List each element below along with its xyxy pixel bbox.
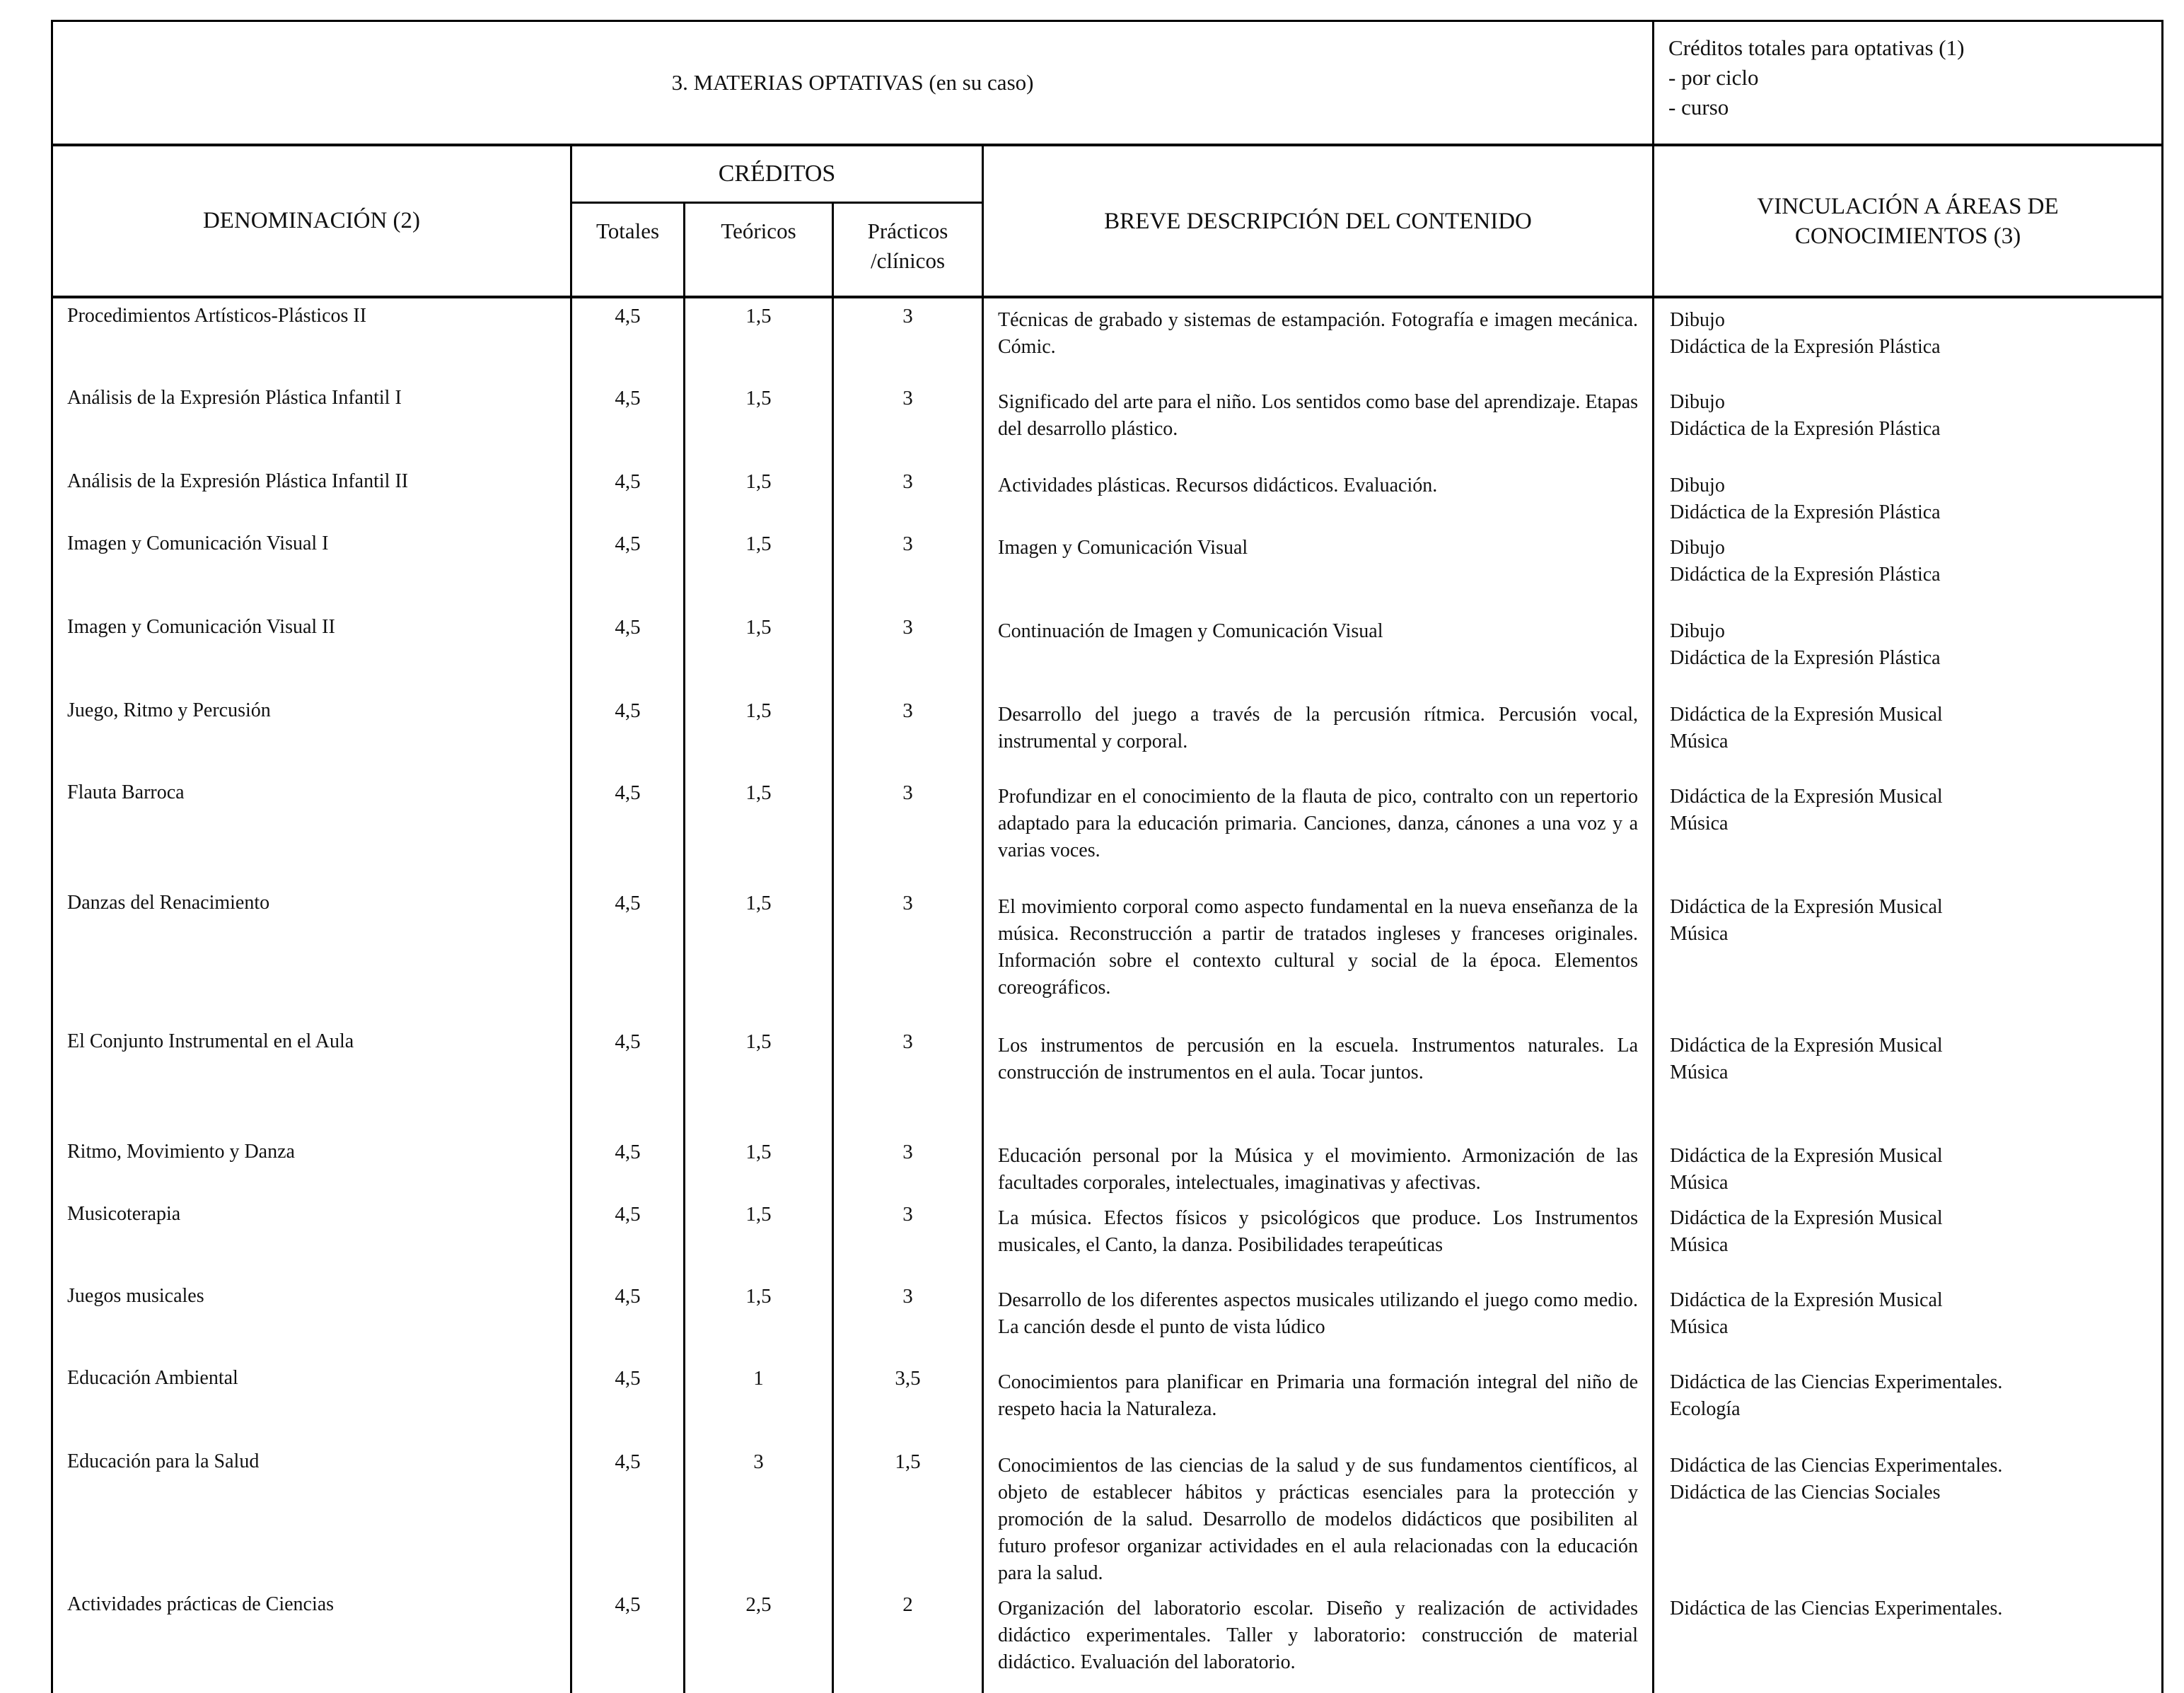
table-body: [52, 297, 2163, 1693]
knowledge-area: Didáctica de la Expresión Musical: [1670, 1145, 1943, 1167]
section-title: 3. MATERIAS OPTATIVAS (en su caso): [52, 21, 1654, 146]
creditos-header: CRÉDITOS: [571, 145, 983, 203]
knowledge-area: Música: [1670, 1172, 1729, 1194]
knowledge-areas: [1654, 775, 2163, 885]
credits-teoricos: 1,5: [685, 380, 833, 464]
table-row: [52, 464, 2163, 526]
content-description: La música. Efectos físicos y psicológicos que produce. Los Instrumentos musicales, el Canto, la danza. Posibilidades terapeúticas: [983, 1197, 1654, 1279]
subject-name: Actividades prácticas de Ciencias: [52, 1587, 571, 1693]
credits-teoricos: 1,5: [685, 1197, 833, 1279]
knowledge-area: Dibujo: [1670, 620, 1725, 642]
table-row: [52, 610, 2163, 693]
credits-totales: 4,5: [571, 297, 685, 380]
table-row: [52, 693, 2163, 775]
table-row: [52, 885, 2163, 1024]
content-description: Desarrollo del juego a través de la percusión rítmica. Percusión vocal, instrumental y corporal.: [983, 693, 1654, 775]
credits-teoricos: 1,5: [685, 1279, 833, 1361]
credits-teoricos: 1,5: [685, 297, 833, 380]
credits-totales: 4,5: [571, 526, 685, 610]
knowledge-area: Didáctica de la Expresión Plástica: [1670, 418, 1941, 440]
knowledge-area: Música: [1670, 813, 1729, 834]
subject-name: Juego, Ritmo y Percusión: [52, 693, 571, 775]
table-row: [52, 1361, 2163, 1444]
content-description: Profundizar en el conocimiento de la flauta de pico, contralto con un repertorio adaptado para la educación primaria. Canciones, danza, cánones a una voz y a varias voces.: [983, 775, 1654, 885]
credits-total-line: Créditos totales para optativas (1): [1668, 35, 1965, 60]
content-description: El movimiento corporal como aspecto fundamental en la nueva enseñanza de la música. Reconstrucción a partir de tratados ingleses y franceses originales. Información sobre el contexto cultural y social de la época. Elementos coreográficos.: [983, 885, 1654, 1024]
credits-teoricos: 1,5: [685, 1024, 833, 1134]
credits-practicos: 2: [833, 1587, 983, 1693]
knowledge-area: Música: [1670, 923, 1729, 945]
credits-teoricos: 3: [685, 1444, 833, 1587]
knowledge-area: Didáctica de la Expresión Plástica: [1670, 501, 1941, 523]
content-description: Técnicas de grabado y sistemas de estampación. Fotografía e imagen mecánica. Cómic.: [983, 297, 1654, 380]
credits-totales: 4,5: [571, 1134, 685, 1197]
credits-practicos: 1,5: [833, 1444, 983, 1587]
credits-practicos: 3: [833, 464, 983, 526]
subject-name: Educación para la Salud: [52, 1444, 571, 1587]
table-row: [52, 1279, 2163, 1361]
knowledge-area: Didáctica de la Expresión Musical: [1670, 1207, 1943, 1229]
knowledge-areas: [1654, 693, 2163, 775]
credits-totales: 4,5: [571, 1587, 685, 1693]
knowledge-area: Didáctica de la Expresión Plástica: [1670, 647, 1941, 669]
subject-name: Imagen y Comunicación Visual II: [52, 610, 571, 693]
knowledge-area: Música: [1670, 1061, 1729, 1083]
knowledge-area: Didáctica de la Expresión Plástica: [1670, 564, 1941, 586]
credits-practicos: 3: [833, 775, 983, 885]
credits-teoricos: 1,5: [685, 1134, 833, 1197]
table-row: [52, 380, 2163, 464]
table-row: [52, 526, 2163, 610]
knowledge-areas: [1654, 1024, 2163, 1134]
credits-totales: 4,5: [571, 1024, 685, 1134]
content-description: Imagen y Comunicación Visual: [983, 526, 1654, 610]
content-description: Desarrollo de los diferentes aspectos musicales utilizando el juego como medio. La canción desde el punto de vista lúdico: [983, 1279, 1654, 1361]
knowledge-area: Dibujo: [1670, 391, 1725, 413]
descripcion-header: BREVE DESCRIPCIÓN DEL CONTENIDO: [983, 145, 1654, 297]
credits-teoricos: 1,5: [685, 610, 833, 693]
credits-practicos: 3: [833, 1279, 983, 1361]
credits-totales: 4,5: [571, 1279, 685, 1361]
knowledge-area: Dibujo: [1670, 475, 1725, 496]
subject-name: Juegos musicales: [52, 1279, 571, 1361]
credits-practicos: 3,5: [833, 1361, 983, 1444]
knowledge-areas: [1654, 1279, 2163, 1361]
credits-total-line: - por ciclo: [1668, 65, 1759, 90]
credits-totales: 4,5: [571, 775, 685, 885]
practicos-header-text: Prácticos /clínicos: [867, 219, 948, 273]
denominacion-header: DENOMINACIÓN (2): [52, 145, 571, 297]
knowledge-areas: [1654, 1361, 2163, 1444]
practicos-header: [833, 203, 983, 298]
knowledge-area: Didáctica de las Ciencias Experimentales.: [1670, 1371, 2003, 1393]
content-description: Significado del arte para el niño. Los sentidos como base del aprendizaje. Etapas del desarrollo plástico.: [983, 380, 1654, 464]
credits-totales: 4,5: [571, 1361, 685, 1444]
table-row: [52, 1134, 2163, 1197]
credits-practicos: 3: [833, 610, 983, 693]
knowledge-area: Música: [1670, 731, 1729, 752]
knowledge-area: Didáctica de la Expresión Musical: [1670, 786, 1943, 808]
knowledge-areas: [1654, 1444, 2163, 1587]
credits-practicos: 3: [833, 1024, 983, 1134]
knowledge-area: Didáctica de la Expresión Musical: [1670, 1289, 1943, 1311]
knowledge-area: Dibujo: [1670, 309, 1725, 331]
credits-totales: 4,5: [571, 693, 685, 775]
vinculacion-header: [1654, 145, 2163, 297]
credits-totales: 4,5: [571, 885, 685, 1024]
subject-name: Análisis de la Expresión Plástica Infantil I: [52, 380, 571, 464]
credits-teoricos: 1,5: [685, 526, 833, 610]
knowledge-areas: [1654, 885, 2163, 1024]
knowledge-area: Didáctica de la Expresión Musical: [1670, 896, 1943, 918]
credits-practicos: 3: [833, 526, 983, 610]
credits-practicos: 3: [833, 1197, 983, 1279]
credits-totales: 4,5: [571, 1444, 685, 1587]
content-description: Continuación de Imagen y Comunicación Visual: [983, 610, 1654, 693]
credits-teoricos: 1,5: [685, 464, 833, 526]
table-row: [52, 297, 2163, 380]
credits-totales: 4,5: [571, 610, 685, 693]
knowledge-areas: [1654, 464, 2163, 526]
credits-teoricos: 1,5: [685, 775, 833, 885]
subject-name: Análisis de la Expresión Plástica Infantil II: [52, 464, 571, 526]
table-row: [52, 1587, 2163, 1693]
content-description: Conocimientos para planificar en Primaria una formación integral del niño de respeto hacia la Naturaleza.: [983, 1361, 1654, 1444]
credits-total-box: [1654, 21, 2163, 146]
content-description: Actividades plásticas. Recursos didácticos. Evaluación.: [983, 464, 1654, 526]
content-description: Conocimientos de las ciencias de la salud y de sus fundamentos científicos, al objeto de establecer hábitos y prácticas esenciales para la protección y promoción de la salud. Desarrollo de modelos didácticos que posibiliten al futuro profesor organizar actividades en el aula relacionadas con la educación para la salud.: [983, 1444, 1654, 1587]
credits-teoricos: 1,5: [685, 885, 833, 1024]
knowledge-areas: [1654, 1134, 2163, 1197]
knowledge-areas: [1654, 610, 2163, 693]
totales-header: Totales: [571, 203, 685, 298]
table-row: [52, 1024, 2163, 1134]
optativas-table: [51, 20, 2163, 1693]
credits-totales: 4,5: [571, 380, 685, 464]
credits-teoricos: 1: [685, 1361, 833, 1444]
knowledge-areas: [1654, 1587, 2163, 1693]
content-description: Organización del laboratorio escolar. Diseño y realización de actividades didáctico experimentales. Taller y laboratorio: construcción de material didáctico. Evaluación del laboratorio.: [983, 1587, 1654, 1693]
content-description: Los instrumentos de percusión en la escuela. Instrumentos naturales. La construcción de instrumentos en el aula. Tocar juntos.: [983, 1024, 1654, 1134]
knowledge-area: Música: [1670, 1234, 1729, 1256]
credits-practicos: 3: [833, 297, 983, 380]
knowledge-area: Música: [1670, 1316, 1729, 1338]
credits-practicos: 3: [833, 885, 983, 1024]
subject-name: El Conjunto Instrumental en el Aula: [52, 1024, 571, 1134]
knowledge-area: Ecología: [1670, 1398, 1741, 1420]
credits-total-line: - curso: [1668, 95, 1729, 120]
knowledge-areas: [1654, 526, 2163, 610]
teoricos-header: Teóricos: [685, 203, 833, 298]
subject-name: Musicoterapia: [52, 1197, 571, 1279]
subject-name: Procedimientos Artísticos-Plásticos II: [52, 297, 571, 380]
credits-teoricos: 2,5: [685, 1587, 833, 1693]
knowledge-areas: [1654, 297, 2163, 380]
subject-name: Danzas del Renacimiento: [52, 885, 571, 1024]
subject-name: Imagen y Comunicación Visual I: [52, 526, 571, 610]
credits-practicos: 3: [833, 380, 983, 464]
knowledge-area: Dibujo: [1670, 537, 1725, 559]
document-sheet: [51, 20, 2161, 1693]
table-row: [52, 1444, 2163, 1587]
knowledge-areas: [1654, 1197, 2163, 1279]
vinculacion-header-text: VINCULACIÓN A ÁREAS DE CONOCIMIENTOS (3): [1757, 193, 2059, 249]
credits-practicos: 3: [833, 1134, 983, 1197]
credits-teoricos: 1,5: [685, 693, 833, 775]
knowledge-area: Didáctica de las Ciencias Experimentales.: [1670, 1455, 2003, 1477]
content-description: Educación personal por la Música y el movimiento. Armonización de las facultades corporales, intelectuales, imaginativas y afectivas.: [983, 1134, 1654, 1197]
credits-totales: 4,5: [571, 1197, 685, 1279]
knowledge-area: Didáctica de la Expresión Musical: [1670, 1035, 1943, 1057]
subject-name: Ritmo, Movimiento y Danza: [52, 1134, 571, 1197]
knowledge-area: Didáctica de la Expresión Plástica: [1670, 336, 1941, 358]
credits-practicos: 3: [833, 693, 983, 775]
subject-name: Flauta Barroca: [52, 775, 571, 885]
knowledge-area: Didáctica de la Expresión Musical: [1670, 704, 1943, 726]
table-row: [52, 775, 2163, 885]
knowledge-area: Didáctica de las Ciencias Experimentales.: [1670, 1598, 2003, 1619]
knowledge-areas: [1654, 380, 2163, 464]
knowledge-area: Didáctica de las Ciencias Sociales: [1670, 1482, 1941, 1503]
subject-name: Educación Ambiental: [52, 1361, 571, 1444]
table-row: [52, 1197, 2163, 1279]
credits-totales: 4,5: [571, 464, 685, 526]
